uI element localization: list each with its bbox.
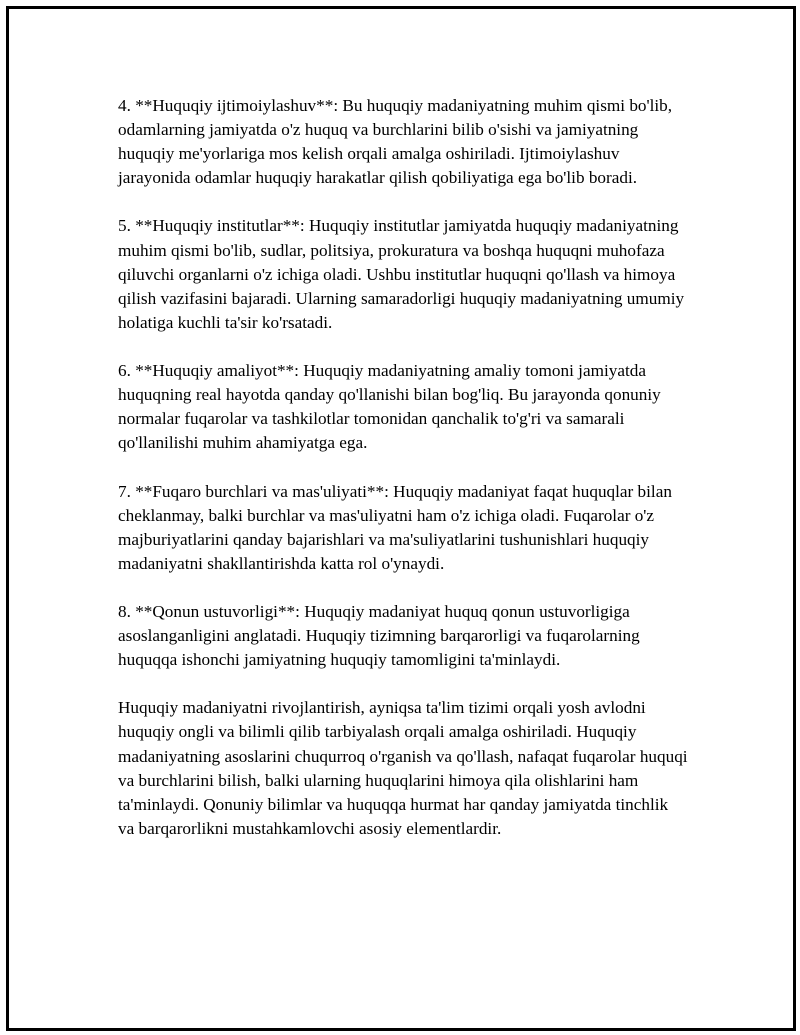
document-body	[118, 94, 688, 841]
paragraph-item-5: 5. **Huquqiy institutlar**: Huquqiy institutlar jamiyatda huquqiy madaniyatning muhim qismi bo'lib, sudlar, politsiya, prokuratura va boshqa huquqni muhofaza qiluvchi organlarni o'z ichiga oladi. Ushbu institutlar huquqni qo'llash va himoya qilish vazifasini bajaradi. Ularning samaradorligi huquqiy madaniyatning umumiy holatiga kuchli ta'sir ko'rsatadi.	[118, 216, 685, 332]
paragraph-item-6: 6. **Huquqiy amaliyot**: Huquqiy madaniyatning amaliy tomoni jamiyatda huquqning real hayotda qanday qo'llanishi bilan bog'liq. Bu jarayonda qonuniy normalar fuqarolar va tashkilotlar tomonidan qanchalik to'g'ri va samarali qo'llanilishi muhim ahamiyatga ega.	[118, 361, 661, 453]
paragraph-conclusion: Huquqiy madaniyatni rivojlantirish, ayniqsa ta'lim tizimi orqali yosh avlodni huquqiy ongli va bilimli qilib tarbiyalash orqali amalga oshiriladi. Huquqiy madaniyatning asoslarini chuqurroq o'rganish va qo'llash, nafaqat fuqarolar huquqi va burchlarini bilish, balki ularning huquqlarini himoya qila olishlarini ham ta'minlaydi. Qonuniy bilimlar va huquqqa hurmat har qanday jamiyatda tinchlik va barqarorlikni mustahkamlovchi asosiy elementlardir.	[118, 698, 688, 838]
paragraph-item-7: 7. **Fuqaro burchlari va mas'uliyati**: Huquqiy madaniyat faqat huquqlar bilan cheklanmay, balki burchlar va mas'uliyatni ham o'z ichiga oladi. Fuqarolar o'z majburiyatlarini qanday bajarishlari va ma'suliyatlarini tushunishlari huquqiy madaniyatni shakllantirishda katta rol o'ynaydi.	[118, 481, 672, 573]
paragraph-item-4: 4. **Huquqiy ijtimoiylashuv**: Bu huquqiy madaniyatning muhim qismi bo'lib, odamlarning jamiyatda o'z huquq va burchlarini bilib o'sishi va jamiyatning huquqiy me'yorlariga mos kelish orqali amalga oshiriladi. Ijtimoiylashuv jarayonida odamlar huquqiy harakatlar qilish qobiliyatiga ega bo'lib boradi.	[118, 96, 673, 188]
paragraph-item-8: 8. **Qonun ustuvorligi**: Huquqiy madaniyat huquq qonun ustuvorligiga asoslanganligini anglatadi. Huquqiy tizimning barqarorligi va fuqarolarning huquqqa ishonchi jamiyatning huquqiy tamomligini ta'minlaydi.	[118, 601, 640, 670]
